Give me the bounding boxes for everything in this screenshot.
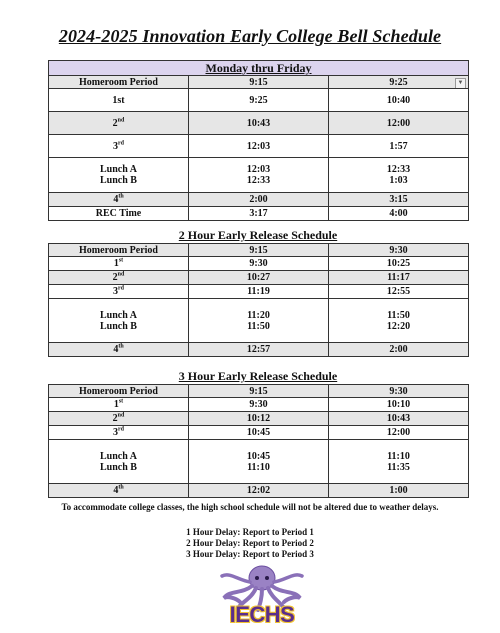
start-time: 10:27	[189, 271, 329, 285]
lunch-start-times: 10:45 11:10	[189, 440, 329, 484]
dropdown-arrow-icon[interactable]: ▼	[455, 78, 466, 89]
period-label: 2nd	[49, 271, 189, 285]
table-row	[49, 412, 469, 426]
start-time: 10:43	[189, 112, 329, 135]
end-time: 9:30	[329, 244, 469, 257]
table-row-lunch	[49, 440, 469, 484]
start-time: 9:15	[189, 76, 329, 89]
period-label: 3rd	[49, 285, 189, 299]
start-time: 3:17	[189, 207, 329, 221]
lunch-labels: Lunch A Lunch B	[49, 299, 189, 343]
table-row	[49, 271, 469, 285]
end-time: 2:00	[329, 343, 469, 357]
start-time: 11:19	[189, 285, 329, 299]
start-time: 9:25	[189, 89, 329, 112]
lunch-end-times: 11:50 12:20	[329, 299, 469, 343]
start-time: 9:15	[189, 385, 329, 398]
page-title: 2024-2025 Innovation Early College Bell Schedule	[58, 26, 442, 46]
lunch-start-times: 11:20 11:50	[189, 299, 329, 343]
table-row-lunch	[49, 158, 469, 193]
period-label: 4th	[49, 343, 189, 357]
schedule-table-2hr-release	[48, 243, 469, 357]
start-time: 12:02	[189, 484, 329, 498]
ordinal-suffix: rd	[118, 140, 124, 147]
end-time: 12:00	[329, 112, 469, 135]
period-label: 1st	[49, 257, 189, 271]
period-label: 2nd	[49, 412, 189, 426]
ordinal-suffix: rd	[118, 426, 124, 433]
ordinal-suffix: st	[118, 257, 124, 264]
table-row	[49, 343, 469, 357]
table-banner-row	[49, 61, 469, 76]
end-time: 4:00	[329, 207, 469, 221]
table-row	[49, 257, 469, 271]
start-time: 9:15	[189, 244, 329, 257]
ordinal-suffix: rd	[118, 285, 124, 292]
table-row	[49, 89, 469, 112]
table-row	[49, 484, 469, 498]
period-label: Homeroom Period	[49, 244, 189, 257]
table-row	[49, 285, 469, 299]
period-label: 4th	[49, 484, 189, 498]
end-time: 1:00	[329, 484, 469, 498]
table-row	[49, 207, 469, 221]
period-label: REC Time	[49, 207, 189, 221]
start-time: 10:45	[189, 426, 329, 440]
section-title-2hr: 2 Hour Early Release Schedule	[178, 228, 338, 242]
table-row	[49, 135, 469, 158]
ordinal-suffix: nd	[117, 117, 125, 124]
ordinal-suffix: st	[118, 398, 124, 405]
lunch-end-times: 11:10 11:35	[329, 440, 469, 484]
period-label: Homeroom Period	[49, 76, 189, 89]
end-time: 9:25	[389, 76, 408, 88]
table-row	[49, 398, 469, 412]
schedule-table-3hr-release	[48, 384, 469, 498]
logo-text: IECHS	[229, 602, 295, 627]
lunch-start-times: 12:03 12:33	[189, 158, 329, 193]
delay-line-2: 2 Hour Delay: Report to Period 2	[186, 538, 314, 548]
period-label: 3rd	[49, 426, 189, 440]
table-row-lunch	[49, 299, 469, 343]
period-label: 1st	[49, 398, 189, 412]
schedule-table-monday-friday	[48, 60, 469, 221]
iechs-logo	[212, 562, 312, 628]
ordinal-suffix: th	[118, 193, 124, 200]
period-label: 3rd	[49, 135, 189, 158]
ordinal-suffix: th	[118, 484, 124, 491]
start-time: 12:57	[189, 343, 329, 357]
college-classes-note: To accommodate college classes, the high school schedule will not be altered due to weather delays.	[61, 502, 439, 512]
table-row	[49, 112, 469, 135]
table-row	[49, 76, 469, 89]
table-row	[49, 385, 469, 398]
period-label: 2nd	[49, 112, 189, 135]
schedule-banner: Monday thru Friday	[49, 61, 469, 76]
ordinal-suffix: nd	[117, 271, 125, 278]
start-time: 2:00	[189, 193, 329, 207]
start-time: 12:03	[189, 135, 329, 158]
section-title-3hr: 3 Hour Early Release Schedule	[178, 369, 338, 383]
table-row	[49, 244, 469, 257]
delay-line-3: 3 Hour Delay: Report to Period 3	[186, 549, 314, 559]
period-label: 1st	[49, 89, 189, 112]
end-time: 12:55	[329, 285, 469, 299]
period-label: Homeroom Period	[49, 385, 189, 398]
period-label: 4th	[49, 193, 189, 207]
end-time: 10:25	[329, 257, 469, 271]
start-time: 9:30	[189, 257, 329, 271]
end-time: 12:00	[329, 426, 469, 440]
end-time: 3:15	[329, 193, 469, 207]
end-time: 11:17	[329, 271, 469, 285]
lunch-end-times: 12:33 1:03	[329, 158, 469, 193]
lunch-labels: Lunch A Lunch B	[49, 440, 189, 484]
table-row	[49, 426, 469, 440]
end-time: 1:57	[329, 135, 469, 158]
table-row	[49, 193, 469, 207]
ordinal-suffix: nd	[117, 412, 125, 419]
ordinal-suffix: th	[118, 343, 124, 350]
end-time: 10:40	[329, 89, 469, 112]
start-time: 10:12	[189, 412, 329, 426]
end-time: 10:43	[329, 412, 469, 426]
lunch-labels: Lunch A Lunch B	[49, 158, 189, 193]
start-time: 9:30	[189, 398, 329, 412]
end-time: 9:30	[329, 385, 469, 398]
end-time-cell	[329, 76, 469, 89]
delay-line-1: 1 Hour Delay: Report to Period 1	[186, 527, 314, 537]
end-time: 10:10	[329, 398, 469, 412]
